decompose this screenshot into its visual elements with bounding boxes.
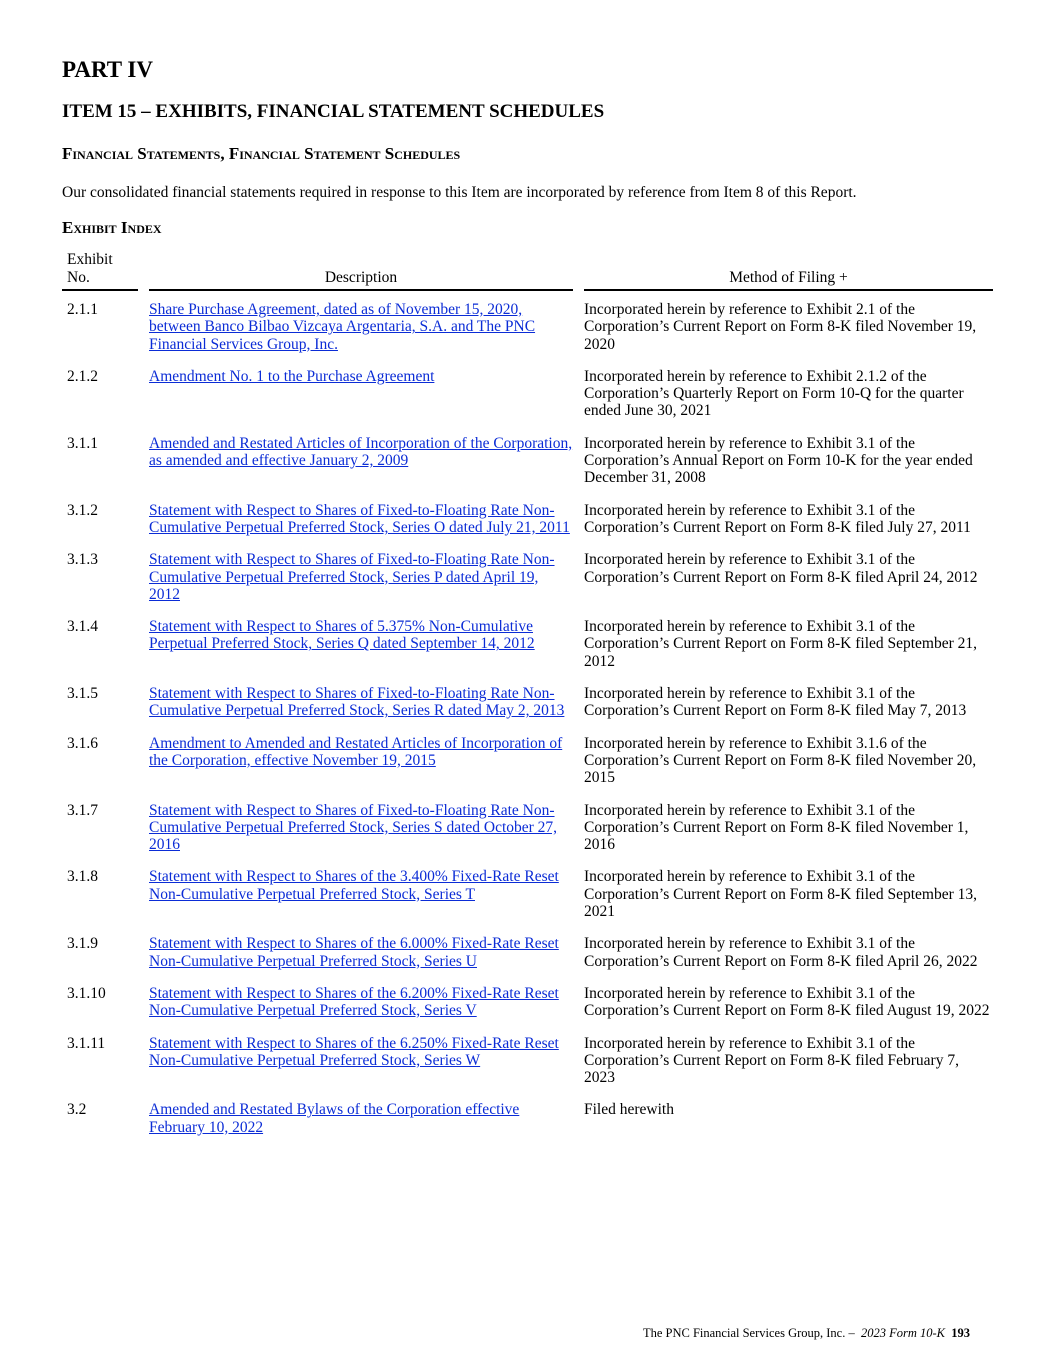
exhibit-no-header-line1: Exhibit bbox=[67, 251, 113, 268]
exhibit-description-cell bbox=[144, 868, 579, 935]
exhibit-description-link[interactable]: Amended and Restated Articles of Incorporation of the Corporation, as amended and effective January 2, 2009 bbox=[149, 434, 573, 470]
footer-form: 2023 Form 10-K bbox=[860, 1326, 945, 1340]
method-of-filing: Incorporated herein by reference to Exhibit 3.1 of the Corporation’s Current Report on Form 8-K filed May 7, 2013 bbox=[584, 685, 967, 720]
exhibit-description-cell bbox=[144, 502, 579, 552]
exhibit-description-link[interactable]: Statement with Respect to Shares of the 6.000% Fixed-Rate Reset Non-Cumulative Perpetual Preferred Stock, Series U bbox=[149, 935, 559, 970]
method-of-filing: Incorporated herein by reference to Exhibit 3.1 of the Corporation’s Current Report on Form 8-K filed August 19, 2022 bbox=[584, 984, 990, 1020]
exhibit-number: 3.1.7 bbox=[67, 801, 98, 819]
exhibit-number: 3.1.11 bbox=[67, 1034, 106, 1052]
exhibit-table bbox=[62, 251, 993, 1151]
table-row bbox=[62, 291, 993, 368]
document-page bbox=[62, 56, 994, 1151]
exhibit-description-link[interactable]: Statement with Respect to Shares of Fixed-to-Floating Rate Non-Cumulative Perpetual Preferred Stock, Series O dated July 21, 2011 bbox=[149, 501, 570, 536]
method-of-filing: Incorporated herein by reference to Exhibit 3.1 of the Corporation’s Current Report on Form 8-K filed November 1, 2016 bbox=[584, 801, 969, 854]
method-of-filing: Filed herewith bbox=[584, 1101, 674, 1119]
part-title: PART IV bbox=[62, 57, 153, 82]
table-row bbox=[62, 868, 993, 935]
table-row bbox=[62, 435, 993, 502]
exhibit-no-header-line2: No. bbox=[67, 269, 90, 286]
exhibit-description-cell bbox=[144, 291, 579, 368]
exhibit-description-cell bbox=[144, 551, 579, 618]
exhibit-description-cell bbox=[144, 435, 579, 502]
intro-text: Our consolidated financial statements required in response to this Item are incorporated by reference from Item 8 of this Report. bbox=[62, 184, 857, 201]
table-row bbox=[62, 735, 993, 802]
method-of-filing: Incorporated herein by reference to Exhibit 3.1 of the Corporation’s Current Report on Form 8-K filed February 7, 2023 bbox=[584, 1034, 959, 1087]
method-of-filing: Incorporated herein by reference to Exhibit 3.1 of the Corporation’s Annual Report on Form 10-K for the year ended December 31, 2008 bbox=[584, 434, 973, 487]
method-of-filing: Incorporated herein by reference to Exhibit 3.1.6 of the Corporation’s Current Report on Form 8-K filed November 20, 2015 bbox=[584, 734, 977, 787]
table-row bbox=[62, 368, 993, 435]
method-of-filing: Incorporated herein by reference to Exhibit 2.1.2 of the Corporation’s Quarterly Report on Form 10-Q for the quarter ended June 30, 2021 bbox=[584, 367, 964, 420]
exhibit-description-link[interactable]: Share Purchase Agreement, dated as of November 15, 2020, between Banco Bilbao Vizcaya Argentaria, S.A. and The PNC Financial Services Group, Inc. bbox=[149, 301, 536, 353]
exhibit-number: 3.1.2 bbox=[67, 501, 98, 519]
exhibit-description-link[interactable]: Amendment No. 1 to the Purchase Agreement bbox=[149, 367, 435, 385]
exhibit-description-link[interactable]: Statement with Respect to Shares of the 6.200% Fixed-Rate Reset Non-Cumulative Perpetual Preferred Stock, Series V bbox=[149, 984, 559, 1020]
exhibit-number: 3.1.3 bbox=[67, 551, 98, 569]
table-header-row bbox=[62, 251, 993, 291]
method-header bbox=[579, 251, 993, 291]
table-row bbox=[62, 802, 993, 869]
table-row bbox=[62, 685, 993, 735]
method-of-filing: Incorporated herein by reference to Exhibit 2.1 of the Corporation’s Current Report on Form 8-K filed November 19, 2020 bbox=[584, 301, 977, 353]
exhibit-number: 3.1.8 bbox=[67, 868, 98, 886]
footer-page-number: 193 bbox=[951, 1326, 970, 1340]
exhibit-number: 2.1.2 bbox=[67, 367, 98, 385]
exhibit-description-cell bbox=[144, 802, 579, 869]
exhibit-description-cell bbox=[144, 1101, 579, 1151]
table-row bbox=[62, 1101, 993, 1151]
method-of-filing: Incorporated herein by reference to Exhibit 3.1 of the Corporation’s Current Report on Form 8-K filed September 13, 2021 bbox=[584, 868, 978, 921]
method-of-filing: Incorporated herein by reference to Exhibit 3.1 of the Corporation’s Current Report on Form 8-K filed September 21, 2012 bbox=[584, 618, 978, 670]
exhibit-description-link[interactable]: Statement with Respect to Shares of Fixed-to-Floating Rate Non-Cumulative Perpetual Preferred Stock, Series P dated April 19, 2012 bbox=[149, 551, 555, 603]
table-body bbox=[62, 291, 993, 1151]
method-of-filing: Incorporated herein by reference to Exhibit 3.1 of the Corporation’s Current Report on Form 8-K filed July 27, 2011 bbox=[584, 501, 971, 536]
exhibit-number: 2.1.1 bbox=[67, 301, 98, 318]
description-header-label: Description bbox=[149, 269, 573, 291]
table-row bbox=[62, 935, 993, 985]
exhibit-description-cell bbox=[144, 1035, 579, 1102]
exhibit-no-header bbox=[62, 251, 144, 291]
exhibit-number: 3.1.1 bbox=[67, 434, 98, 452]
exhibit-description-link[interactable]: Statement with Respect to Shares of Fixed-to-Floating Rate Non-Cumulative Perpetual Preferred Stock, Series S dated October 27, 2016 bbox=[149, 801, 558, 854]
exhibit-number: 3.1.5 bbox=[67, 685, 98, 703]
exhibit-description-link[interactable]: Statement with Respect to Shares of the 6.250% Fixed-Rate Reset Non-Cumulative Perpetual Preferred Stock, Series W bbox=[149, 1034, 559, 1069]
exhibit-description-cell bbox=[144, 618, 579, 685]
exhibit-number: 3.1.4 bbox=[67, 618, 98, 636]
exhibit-description-cell bbox=[144, 935, 579, 985]
exhibit-description-link[interactable]: Statement with Respect to Shares of the 3.400% Fixed-Rate Reset Non-Cumulative Perpetual Preferred Stock, Series T bbox=[149, 868, 559, 903]
exhibit-number: 3.1.9 bbox=[67, 935, 98, 953]
method-header-label: Method of Filing + bbox=[584, 269, 993, 291]
exhibit-description-link[interactable]: Statement with Respect to Shares of 5.375% Non-Cumulative Perpetual Preferred Stock, Series Q dated September 14, 2012 bbox=[149, 618, 535, 653]
exhibit-description-link[interactable]: Statement with Respect to Shares of Fixed-to-Floating Rate Non-Cumulative Perpetual Preferred Stock, Series R dated May 2, 2013 bbox=[149, 685, 565, 720]
table-row bbox=[62, 618, 993, 685]
footer-company: The PNC Financial Services Group, Inc. – bbox=[642, 1326, 855, 1340]
exhibit-description-cell bbox=[144, 685, 579, 735]
exhibit-number: 3.2 bbox=[67, 1101, 87, 1119]
method-of-filing: Incorporated herein by reference to Exhibit 3.1 of the Corporation’s Current Report on Form 8-K filed April 24, 2012 bbox=[584, 551, 978, 586]
section-heading: Financial Statements, Financial Statement Schedules bbox=[62, 144, 461, 163]
exhibit-description-link[interactable]: Amendment to Amended and Restated Articles of Incorporation of the Corporation, effective November 19, 2015 bbox=[149, 734, 563, 769]
exhibit-description-cell bbox=[144, 985, 579, 1035]
description-header bbox=[144, 251, 579, 291]
exhibit-description-link[interactable]: Amended and Restated Bylaws of the Corporation effective February 10, 2022 bbox=[149, 1101, 520, 1136]
exhibit-description-cell bbox=[144, 368, 579, 435]
exhibit-description-cell bbox=[144, 735, 579, 802]
method-of-filing: Incorporated herein by reference to Exhibit 3.1 of the Corporation’s Current Report on Form 8-K filed April 26, 2022 bbox=[584, 935, 978, 970]
exhibit-index-heading: Exhibit Index bbox=[62, 218, 162, 237]
page-footer bbox=[643, 1326, 970, 1341]
item-title: ITEM 15 – EXHIBITS, FINANCIAL STATEMENT SCHEDULES bbox=[62, 101, 605, 122]
exhibit-number: 3.1.10 bbox=[67, 984, 106, 1002]
table-row bbox=[62, 1035, 993, 1102]
table-row bbox=[62, 985, 993, 1035]
table-row bbox=[62, 502, 993, 552]
exhibit-number: 3.1.6 bbox=[67, 734, 98, 752]
table-row bbox=[62, 551, 993, 618]
